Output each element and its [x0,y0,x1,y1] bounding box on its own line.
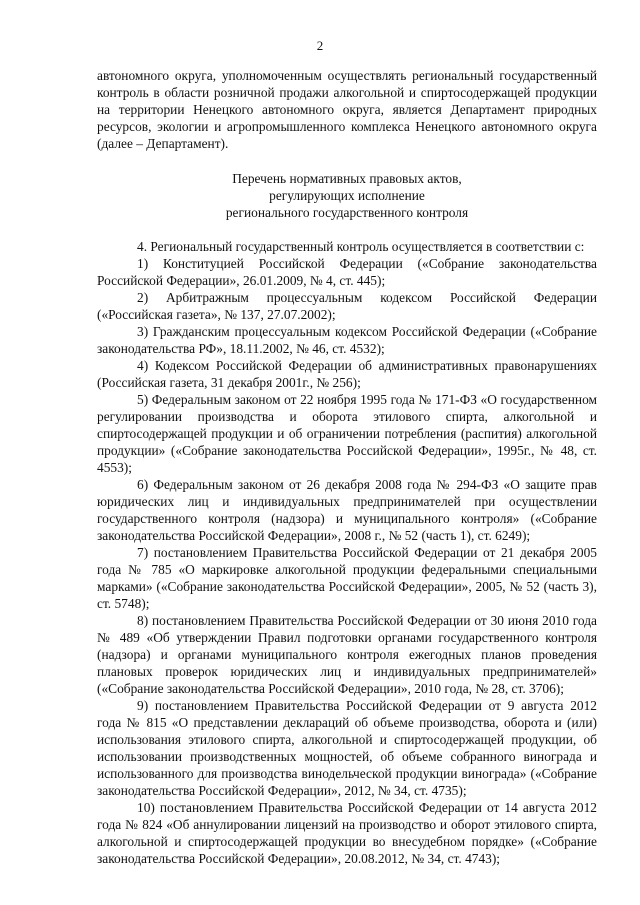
section-heading [97,170,597,221]
list-item-1: 1) Конституцией Российской Федерации («Собрание законодательства Российской Федерации», 26.01.2009, № 4, ст. 445); [97,256,597,288]
heading-line-2: регулирующих исполнение [269,188,425,203]
heading-line-3: регионального государственного контроля [225,205,469,220]
list-item-6: 6) Федеральным законом от 26 декабря 2008 года № 294-ФЗ «О защите прав юридических лиц и индивидуальных предпринимателей при осуществлении государственного контроля (надзора) и муниципального контроля» («Собрание законодательства Российской Федерации», 2008 г., № 52 (часть 1), ст. 6249); [97,477,597,543]
heading-line-1: Перечень нормативных правовых актов, [232,171,462,186]
page-number: 2 [316,38,324,53]
clause-4: 4. Региональный государственный контроль осуществляется в соответствии с: [137,239,585,254]
list-item-4: 4) Кодексом Российской Федерации об административных правонарушениях (Российская газета, 31 декабря 2001г., № 256); [97,358,597,390]
list-item-10: 10) постановлением Правительства Российской Федерации от 14 августа 2012 года № 824 «Об аннулировании лицензий на производство и оборот этилового спирта, алкогольной и спиртосодержащей продукции во внесудебном порядке» («Собрание законодательства Российской Федерации», 20.08.2012, № 34, ст. 4743); [97,800,597,866]
list-item-7: 7) постановлением Правительства Российской Федерации от 21 декабря 2005 года № 785 «О маркировке алкогольной продукции федеральными специальными марками» («Собрание законодательства Российской Федерации», 2005, № 52 (часть 3), ст. 5748); [97,545,597,611]
list-item-2: 2) Арбитражным процессуальным кодексом Российской Федерации («Российская газета», № 137, 27.07.2002); [97,290,597,322]
list-item-9: 9) постановлением Правительства Российской Федерации от 9 августа 2012 года № 815 «О представлении деклараций об объеме производства, оборота и (или) использования этилового спирта, алкогольной и спиртосодержащей продукции, об использовании производственных мощностей, об объеме собранного винограда и использованного для производства винодельческой продукции винограда» («Собрание законодательства Российской Федерации», 2012, № 34, ст. 4735); [97,698,597,798]
list-item-8: 8) постановлением Правительства Российской Федерации от 30 июня 2010 года № 489 «Об утверждении Правил подготовки органами государственного контроля (надзора) и органами муниципального контроля ежегодных планов проведения плановых проверок юридических лиц и индивидуальных предпринимателей» («Собрание законодательства Российской Федерации», 2010 года, № 28, ст. 3706); [97,613,597,696]
intro-paragraph: автономного округа, уполномоченным осуществлять региональный государственный контроль в области розничной продажи алкогольной и спиртосодержащей продукции на территории Ненецкого автономного округа, является Департамент природных ресурсов, экологии и агропромышленного комплекса Ненецкого автономного округа (далее – Департамент). [97,68,597,151]
list-item-5: 5) Федеральным законом от 22 ноября 1995 года № 171-ФЗ «О государственном регулировании производства и оборота этилового спирта, алкогольной и спиртосодержащей продукции и об ограничении потребления (распития) алкогольной продукции» («Собрание законодательства Российской Федерации», 1995г., № 48, ст. 4553); [97,392,597,475]
list-item-3: 3) Гражданским процессуальным кодексом Российской Федерации («Собрание законодательства РФ», 18.11.2002, № 46, ст. 4532); [97,324,597,356]
document-body [97,67,597,867]
